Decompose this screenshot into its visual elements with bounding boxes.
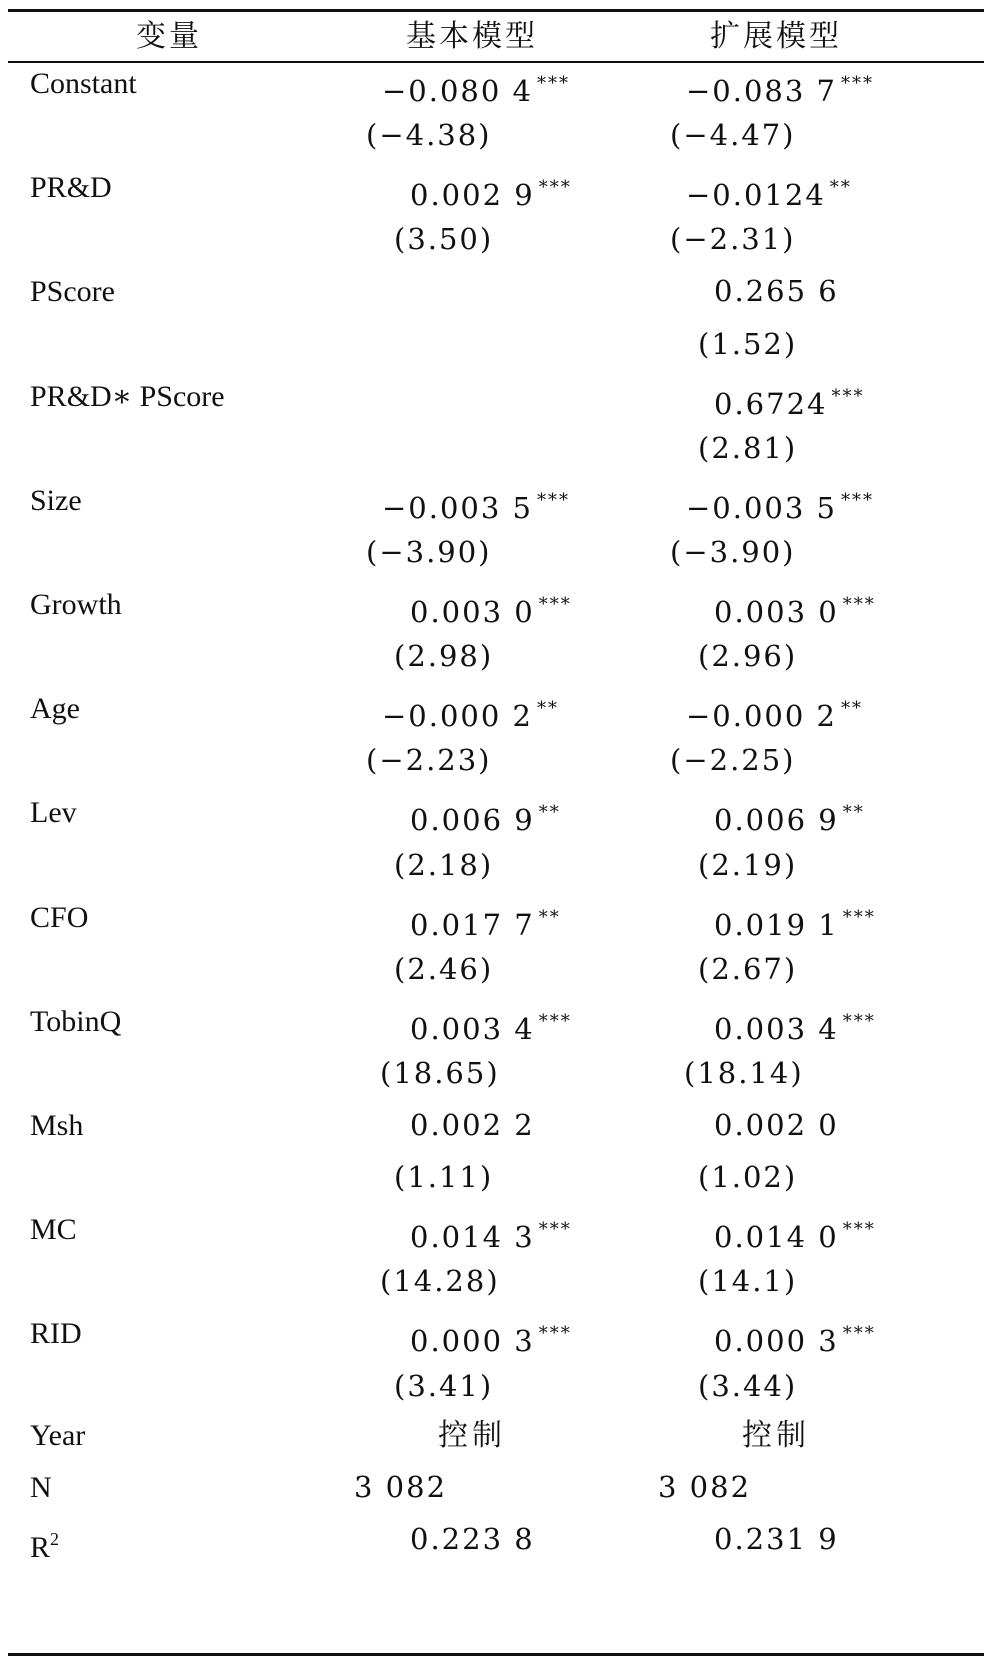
basic-model-tstat: [380, 1254, 500, 1309]
significance-stars: ***: [537, 489, 570, 511]
table-row: [0, 264, 992, 319]
extended-model-coefficient: [714, 577, 876, 632]
significance-stars: **: [538, 906, 561, 928]
extended-model-value: (1.02): [698, 1160, 798, 1195]
extended-model-value: 0.002 0: [714, 1108, 839, 1142]
significance-stars: ***: [842, 1219, 876, 1241]
extended-model-tstat: [670, 525, 796, 580]
table-row: [0, 942, 992, 997]
basic-model-value: (14.28): [380, 1264, 500, 1299]
table-row: [0, 994, 992, 1049]
table-row: [0, 629, 992, 684]
table-row: [0, 56, 992, 111]
extended-model-coefficient: [714, 785, 865, 840]
extended-model-coefficient: [714, 1306, 876, 1361]
basic-model-tstat: [394, 629, 493, 684]
extended-model-tstat: [698, 838, 797, 893]
extended-model-coefficient: [714, 890, 876, 945]
significance-stars: ***: [538, 1323, 572, 1345]
basic-model-coefficient: [382, 56, 570, 111]
table-row: [0, 785, 992, 840]
extended-model-value: (−2.25): [670, 743, 796, 778]
extended-model-value: −0.083 7: [686, 74, 837, 108]
table-row: [0, 1202, 992, 1257]
basic-model-value: 0.000 3: [410, 1324, 535, 1359]
basic-model-coefficient: [382, 681, 559, 736]
row-label: Constant: [30, 67, 137, 100]
extended-model-value: 0.014 0: [714, 1220, 839, 1255]
row-label: Msh: [30, 1109, 84, 1142]
table-row-year: [0, 1408, 992, 1463]
basic-model-r2: 0.223 8: [410, 1522, 535, 1556]
table-row: [0, 1254, 992, 1309]
extended-model-value: 0.003 4: [714, 1011, 839, 1046]
row-label: Lev: [30, 796, 77, 830]
extended-model-tstat: [698, 1359, 797, 1414]
basic-model-value: −0.003 5: [382, 490, 533, 525]
basic-model-value: 0.002 9: [410, 178, 535, 213]
table-row: [0, 108, 992, 163]
significance-stars: **: [842, 802, 865, 824]
significance-stars: ***: [841, 73, 874, 94]
extended-model-value: −0.0124: [686, 178, 826, 213]
basic-model-value: 0.017 7: [410, 907, 535, 942]
header-variable: 变量: [136, 19, 202, 54]
significance-stars: **: [538, 802, 561, 824]
extended-model-tstat: [670, 733, 796, 788]
basic-model-value: (−3.90): [366, 534, 492, 569]
basic-model-coefficient: [382, 473, 570, 528]
extended-model-value: (−2.31): [670, 222, 796, 257]
table-row: [0, 1046, 992, 1101]
extended-model-value: (2.19): [698, 847, 798, 882]
extended-model-coefficient: [686, 160, 852, 215]
basic-model-tstat: [394, 838, 493, 893]
extended-model-value: (2.67): [698, 951, 798, 986]
r2-superscript: 2: [50, 1529, 60, 1549]
basic-model-coefficient: [410, 1202, 572, 1257]
table-row: [0, 1359, 992, 1414]
basic-model-value: −0.080 4: [382, 74, 533, 108]
extended-model-control: 控制: [742, 1418, 810, 1453]
table-row: [0, 681, 992, 736]
significance-stars: ***: [842, 906, 876, 928]
significance-stars: ***: [831, 385, 865, 407]
table-row: [0, 1306, 992, 1361]
significance-stars: ***: [842, 1010, 876, 1032]
row-label: Year: [30, 1419, 86, 1452]
extended-model-tstat: [698, 1254, 797, 1309]
extended-model-tstat: [670, 108, 796, 163]
basic-model-value: 0.003 4: [410, 1011, 535, 1046]
table-row: [0, 421, 992, 476]
basic-model-value: (18.65): [380, 1055, 500, 1090]
extended-model-value: −0.000 2: [686, 699, 837, 734]
row-label: RID: [30, 1317, 82, 1351]
row-label: PR&D: [30, 171, 112, 205]
extended-model-value: 0.265 6: [714, 274, 839, 309]
table-row: [0, 160, 992, 215]
row-label: TobinQ: [30, 1004, 122, 1038]
significance-stars: ***: [538, 1010, 572, 1032]
row-label: MC: [30, 1213, 77, 1247]
basic-model-n: 3 082: [354, 1470, 448, 1504]
basic-model-coefficient: [410, 1306, 572, 1361]
basic-model-coefficient: [410, 577, 572, 632]
table-row: [0, 577, 992, 632]
table-row: [0, 212, 992, 267]
table-row: [0, 890, 992, 945]
row-label: CFO: [30, 900, 89, 934]
extended-model-value: (−3.90): [670, 534, 796, 569]
basic-model-value: (3.50): [394, 222, 494, 257]
extended-model-tstat: [698, 942, 797, 997]
row-label: N: [30, 1471, 52, 1504]
basic-model-value: (2.98): [394, 639, 494, 674]
table-row: [0, 1098, 992, 1153]
basic-model-value: (2.46): [394, 951, 494, 986]
basic-model-tstat: [394, 942, 493, 997]
basic-model-coefficient: [410, 785, 561, 840]
extended-model-coefficient: [714, 264, 839, 319]
extended-model-coefficient: [714, 1098, 839, 1153]
header-basic-model: 基本模型: [406, 19, 538, 54]
basic-model-value: (2.18): [394, 847, 494, 882]
table-row: [0, 473, 992, 528]
extended-model-n: 3 082: [658, 1470, 752, 1504]
basic-model-tstat: [394, 1150, 493, 1205]
significance-stars: **: [829, 177, 852, 199]
extended-model-tstat: [698, 421, 797, 476]
basic-model-value: 0.002 2: [410, 1108, 535, 1142]
basic-model-coefficient: [410, 994, 572, 1049]
table-row-r2: [0, 1512, 992, 1567]
basic-model-coefficient: [410, 890, 561, 945]
basic-model-value: 0.003 0: [410, 595, 535, 629]
extended-model-value: (14.1): [698, 1264, 798, 1299]
significance-stars: ***: [537, 73, 570, 94]
significance-stars: ***: [538, 177, 572, 199]
extended-model-coefficient: [686, 681, 863, 736]
table-row: [0, 1150, 992, 1205]
extended-model-tstat: [684, 1046, 804, 1101]
significance-stars: **: [841, 698, 863, 720]
table-row: [0, 733, 992, 788]
basic-model-value: 0.014 3: [410, 1220, 535, 1255]
basic-model-value: (−4.38): [366, 118, 492, 153]
row-label: Growth: [30, 588, 122, 621]
extended-model-coefficient: [714, 1202, 876, 1257]
extended-model-tstat: [698, 629, 797, 684]
r2-label: R: [30, 1531, 51, 1564]
extended-model-value: 0.000 3: [714, 1324, 839, 1359]
basic-model-coefficient: [410, 1098, 535, 1153]
significance-stars: ***: [842, 594, 876, 615]
extended-model-coefficient: [686, 473, 874, 528]
basic-model-value: 0.006 9: [410, 803, 535, 838]
table-top-rule: [8, 9, 984, 12]
extended-model-value: (1.52): [698, 326, 798, 361]
table-row: [0, 525, 992, 580]
basic-model-value: (1.11): [394, 1160, 494, 1195]
extended-model-value: −0.003 5: [686, 490, 837, 525]
header-extended-model: 扩展模型: [710, 19, 842, 54]
basic-model-value: (−2.23): [366, 743, 492, 778]
extended-model-value: 0.006 9: [714, 803, 839, 838]
row-label: Size: [30, 483, 82, 517]
extended-model-coefficient: [714, 369, 864, 424]
row-label: [30, 1512, 59, 1567]
row-label: PR&D∗ PScore: [30, 379, 225, 413]
basic-model-coefficient: [410, 160, 572, 215]
basic-model-tstat: [366, 108, 492, 163]
extended-model-value: 0.6724: [714, 386, 828, 421]
extended-model-value: 0.003 0: [714, 595, 839, 629]
extended-model-tstat: [698, 1150, 797, 1205]
extended-model-value: 0.019 1: [714, 907, 839, 942]
basic-model-value: −0.000 2: [382, 699, 533, 734]
significance-stars: ***: [538, 1219, 572, 1241]
extended-model-tstat: [670, 212, 796, 267]
basic-model-control: 控制: [438, 1418, 506, 1453]
extended-model-coefficient: [686, 56, 874, 111]
extended-model-coefficient: [714, 994, 876, 1049]
significance-stars: ***: [538, 594, 572, 615]
basic-model-tstat: [366, 525, 492, 580]
row-label: Age: [30, 692, 80, 726]
row-label: PScore: [30, 275, 115, 309]
significance-stars: ***: [841, 489, 874, 511]
extended-model-tstat: [698, 317, 797, 372]
significance-stars: ***: [842, 1323, 876, 1345]
significance-stars: **: [537, 698, 559, 720]
basic-model-tstat: [380, 1046, 500, 1101]
extended-model-r2: 0.231 9: [714, 1522, 839, 1556]
table-row-n: [0, 1460, 992, 1515]
table-row: [0, 838, 992, 893]
extended-model-value: (2.81): [698, 430, 798, 465]
table-row: [0, 369, 992, 424]
extended-model-value: (−4.47): [670, 118, 796, 153]
extended-model-value: (18.14): [684, 1055, 804, 1090]
basic-model-tstat: [366, 733, 492, 788]
basic-model-value: (3.41): [394, 1368, 494, 1403]
extended-model-value: (3.44): [698, 1368, 798, 1403]
extended-model-value: (2.96): [698, 639, 798, 674]
table-row: [0, 317, 992, 372]
basic-model-tstat: [394, 212, 493, 267]
table-bottom-rule: [8, 1653, 984, 1656]
basic-model-tstat: [394, 1359, 493, 1414]
